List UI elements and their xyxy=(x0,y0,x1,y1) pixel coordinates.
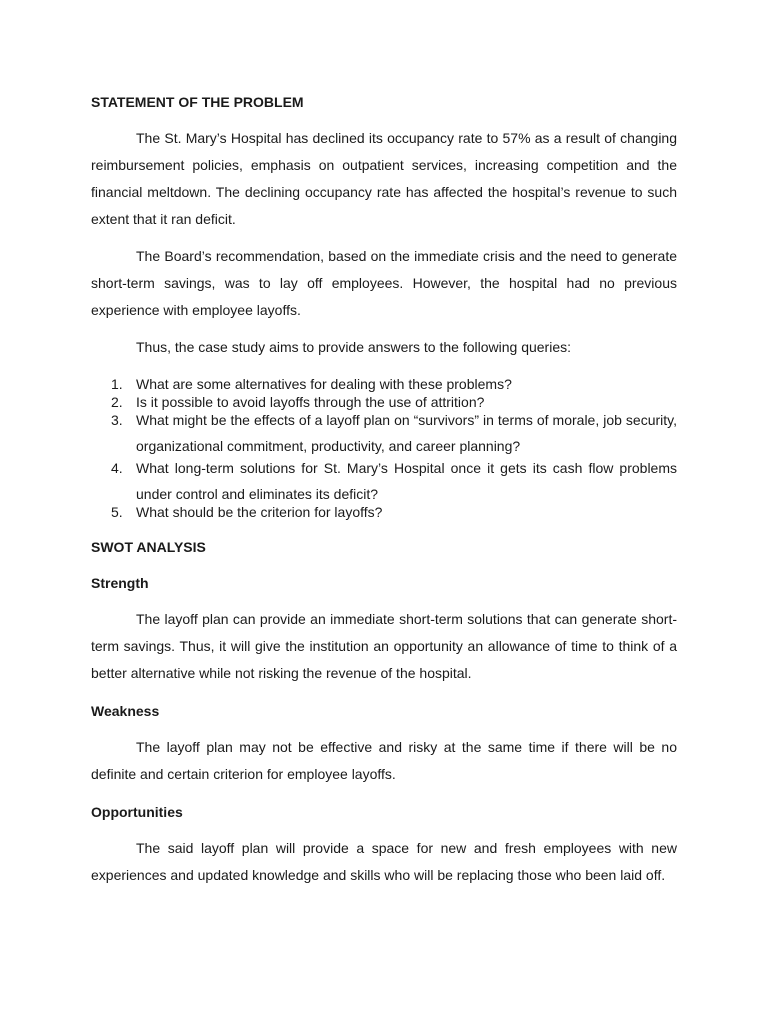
strength-paragraph: The layoff plan can provide an immediate short-term solutions that can generate short-term savings. Thus, it will give the institution an opportunity an allowance of time to think of a better alternative while not risking the revenue of the hospital. xyxy=(91,611,677,681)
weakness-heading: Weakness xyxy=(91,703,160,719)
problem-heading: STATEMENT OF THE PROBLEM xyxy=(91,94,304,110)
strength-heading: Strength xyxy=(91,575,149,591)
list-item-number: 5. xyxy=(111,504,123,520)
list-item-number: 2. xyxy=(111,394,123,410)
opportunities-heading: Opportunities xyxy=(91,804,183,820)
list-item-number: 1. xyxy=(111,376,123,392)
list-item xyxy=(91,503,677,521)
list-item-number: 3. xyxy=(111,412,123,428)
problem-paragraph-1: The St. Mary’s Hospital has declined its occupancy rate to 57% as a result of changing reimbursement policies, emphasis on outpatient services, increasing competition and the financial meltdown. The declining occupancy rate has affected the hospital’s revenue to such extent that it ran deficit. xyxy=(91,130,677,227)
list-item xyxy=(91,455,677,507)
opportunities-paragraph: The said layoff plan will provide a space for new and fresh employees with new experiences and updated knowledge and skills who will be replacing those who been laid off. xyxy=(91,840,677,883)
list-item-text: What are some alternatives for dealing with these problems? xyxy=(136,376,512,392)
list-item-number: 4. xyxy=(111,460,123,476)
problem-paragraph-2: The Board’s recommendation, based on the immediate crisis and the need to generate short-term savings, was to lay off employees. However, the hospital had no previous experience with employee layoffs. xyxy=(91,248,677,318)
problem-paragraph-3: Thus, the case study aims to provide answers to the following queries: xyxy=(136,339,571,355)
weakness-paragraph: The layoff plan may not be effective and risky at the same time if there will be no definite and certain criterion for employee layoffs. xyxy=(91,739,677,782)
list-item-text: Is it possible to avoid layoffs through the use of attrition? xyxy=(136,394,485,410)
swot-heading: SWOT ANALYSIS xyxy=(91,539,206,555)
list-item xyxy=(91,375,677,393)
list-item-text: What might be the effects of a layoff plan on “survivors” in terms of morale, job security, organizational commitment, productivity, and career planning? xyxy=(136,412,677,454)
list-item-text: What should be the criterion for layoffs? xyxy=(136,504,383,520)
queries-list xyxy=(91,375,677,521)
list-item-text: What long-term solutions for St. Mary’s Hospital once it gets its cash flow problems under control and eliminates its deficit? xyxy=(136,460,677,502)
list-item xyxy=(91,407,677,459)
